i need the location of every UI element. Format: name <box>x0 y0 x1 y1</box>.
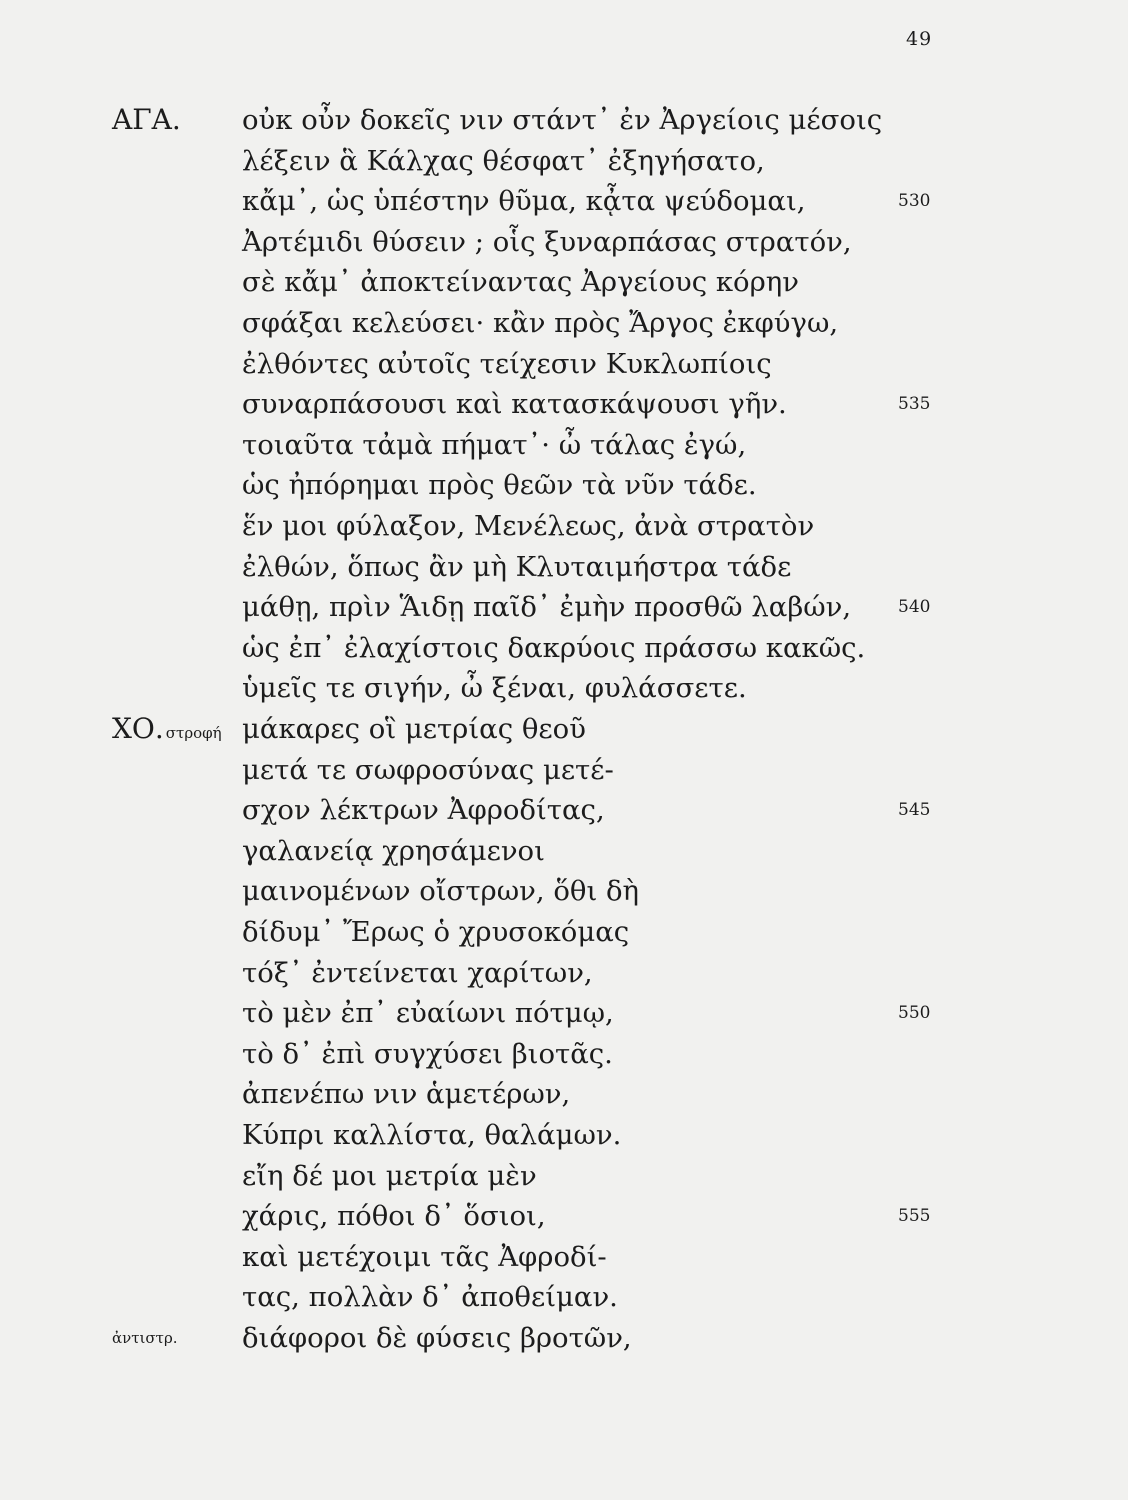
verse-text: δίδυμ᾽ Ἔρως ὁ χρυσοκόμας <box>242 916 630 948</box>
verse-text: ἀπενέπω νιν ἁμετέρων, <box>242 1078 571 1111</box>
verse-line <box>0 1237 1128 1277</box>
verse-text: συναρπάσουσι καὶ κατασκάψουσι γῆν. <box>242 388 787 421</box>
verse-line <box>0 668 1128 708</box>
verse-text: τὸ δ᾽ ἐπὶ συγχύσει βιοτᾶς. <box>242 1037 613 1070</box>
verse-text: οὐκ οὖν δοκεῖς νιν στάντ᾽ ἐν Ἀργείοις μέσοις <box>242 104 883 136</box>
verse-line <box>0 465 1128 505</box>
line-number: 555 <box>898 1206 931 1227</box>
verse-text: τόξ᾽ ἐντείνεται χαρίτων, <box>242 956 593 989</box>
line-number: 530 <box>898 191 931 212</box>
verse-line <box>0 141 1128 181</box>
verse-line <box>0 709 1128 749</box>
verse-line <box>0 953 1128 993</box>
verse-line <box>0 1318 1128 1358</box>
verse-line <box>0 1156 1128 1196</box>
verse-line <box>0 871 1128 911</box>
speaker-name: ἀντιστρ. <box>112 1329 178 1347</box>
verse-text: ἐλθόντες αὐτοῖς τείχεσιν Κυκλωπίοις <box>242 347 772 380</box>
line-number: 550 <box>898 1003 931 1024</box>
strophe-marker: στροφή <box>165 724 222 742</box>
verse-line <box>0 831 1128 871</box>
verse-text: ὑμεῖς τε σιγήν, ὦ ξέναι, φυλάσσετε. <box>242 672 747 705</box>
verse-line <box>0 1074 1128 1114</box>
verse-text: μετά τε σωφροσύνας μετέ- <box>242 753 614 786</box>
speaker-label <box>112 709 222 753</box>
verse-text: μάκαρες οἳ μετρίας θεοῦ <box>242 713 586 745</box>
verse-line <box>0 506 1128 546</box>
verse-line <box>0 1034 1128 1074</box>
verse-line <box>0 1115 1128 1155</box>
verse-text: ὡς ἠπόρημαι πρὸς θεῶν τὰ νῦν τάδε. <box>242 469 757 502</box>
verse-text: εἴη δέ μοι μετρία μὲν <box>242 1159 537 1192</box>
verse-text: μάθῃ, πρὶν Ἅιδῃ παῖδ᾽ ἐμὴν προσθῶ λαβών, <box>242 591 852 624</box>
verse-line <box>0 181 1128 221</box>
verse-text: ἕν μοι φύλαξον, Μενέλεως, ἀνὰ στρατὸν <box>242 510 815 542</box>
line-number: 540 <box>898 597 931 618</box>
verse-text: Κύπρι καλλίστα, θαλάμων. <box>242 1119 622 1151</box>
verse-text: λέξειν ἃ Κάλχας θέσφατ᾽ ἐξηγήσατο, <box>242 144 765 177</box>
verse-text: γαλανείᾳ χρησάμενοι <box>242 834 545 867</box>
verse-line <box>0 750 1128 790</box>
line-number: 545 <box>898 800 931 821</box>
verse-text: διάφοροι δὲ φύσεις βροτῶν, <box>242 1322 632 1354</box>
verse-text: χάρις, πόθοι δ᾽ ὅσιοι, <box>242 1200 546 1233</box>
verse-text: σφάξαι κελεύσει· κἂν πρὸς Ἄργος ἐκφύγω, <box>242 307 839 339</box>
verse-line <box>0 587 1128 627</box>
speaker-name: ΧΟ. <box>112 712 164 745</box>
verse-line <box>0 993 1128 1033</box>
verse-text: καὶ μετέχοιμι τᾶς Ἀφροδί- <box>242 1240 607 1273</box>
speaker-name: ΑΓΑ. <box>112 103 181 136</box>
verse-line <box>0 1196 1128 1236</box>
verse-line <box>0 222 1128 262</box>
verse-line <box>0 100 1128 140</box>
verse-line <box>0 344 1128 384</box>
verse-text: τὸ μὲν ἐπ᾽ εὐαίωνι πότμῳ, <box>242 997 614 1030</box>
verse-line <box>0 262 1128 302</box>
speaker-label <box>112 100 181 140</box>
verse-line <box>0 425 1128 465</box>
page-number: 49 <box>906 28 933 50</box>
verse-text: μαινομένων οἴστρων, ὅθι δὴ <box>242 875 640 908</box>
verse-text: ὡς ἐπ᾽ ἐλαχίστοις δακρύοις πράσσω κακῶς. <box>242 631 866 664</box>
line-number: 535 <box>898 394 931 415</box>
verse-line <box>0 912 1128 952</box>
verse-text: Ἀρτέμιδι θύσειν ; οἷς ξυναρπάσας στρατόν, <box>242 225 852 258</box>
verse-text: τας, πολλὰν δ᾽ ἀποθείμαν. <box>242 1281 618 1314</box>
verse-text: σχον λέκτρων Ἀφροδίτας, <box>242 794 605 827</box>
speaker-label <box>112 1318 178 1358</box>
verse-text: τοιαῦτα τἀμὰ πήματ᾽· ὦ τάλας ἐγώ, <box>242 428 747 461</box>
verse-line <box>0 628 1128 668</box>
verse-text: ἐλθών, ὅπως ἂν μὴ Κλυταιμήστρα τάδε <box>242 550 792 583</box>
verse-line <box>0 1277 1128 1317</box>
verse-line <box>0 384 1128 424</box>
verse-line <box>0 303 1128 343</box>
verse-line <box>0 547 1128 587</box>
verse-line <box>0 790 1128 830</box>
verse-text: σὲ κἄμ᾽ ἀποκτείναντας Ἀργείους κόρην <box>242 266 799 299</box>
verse-text: κἄμ᾽, ὡς ὑπέστην θῦμα, κᾆτα ψεύδομαι, <box>242 185 806 218</box>
